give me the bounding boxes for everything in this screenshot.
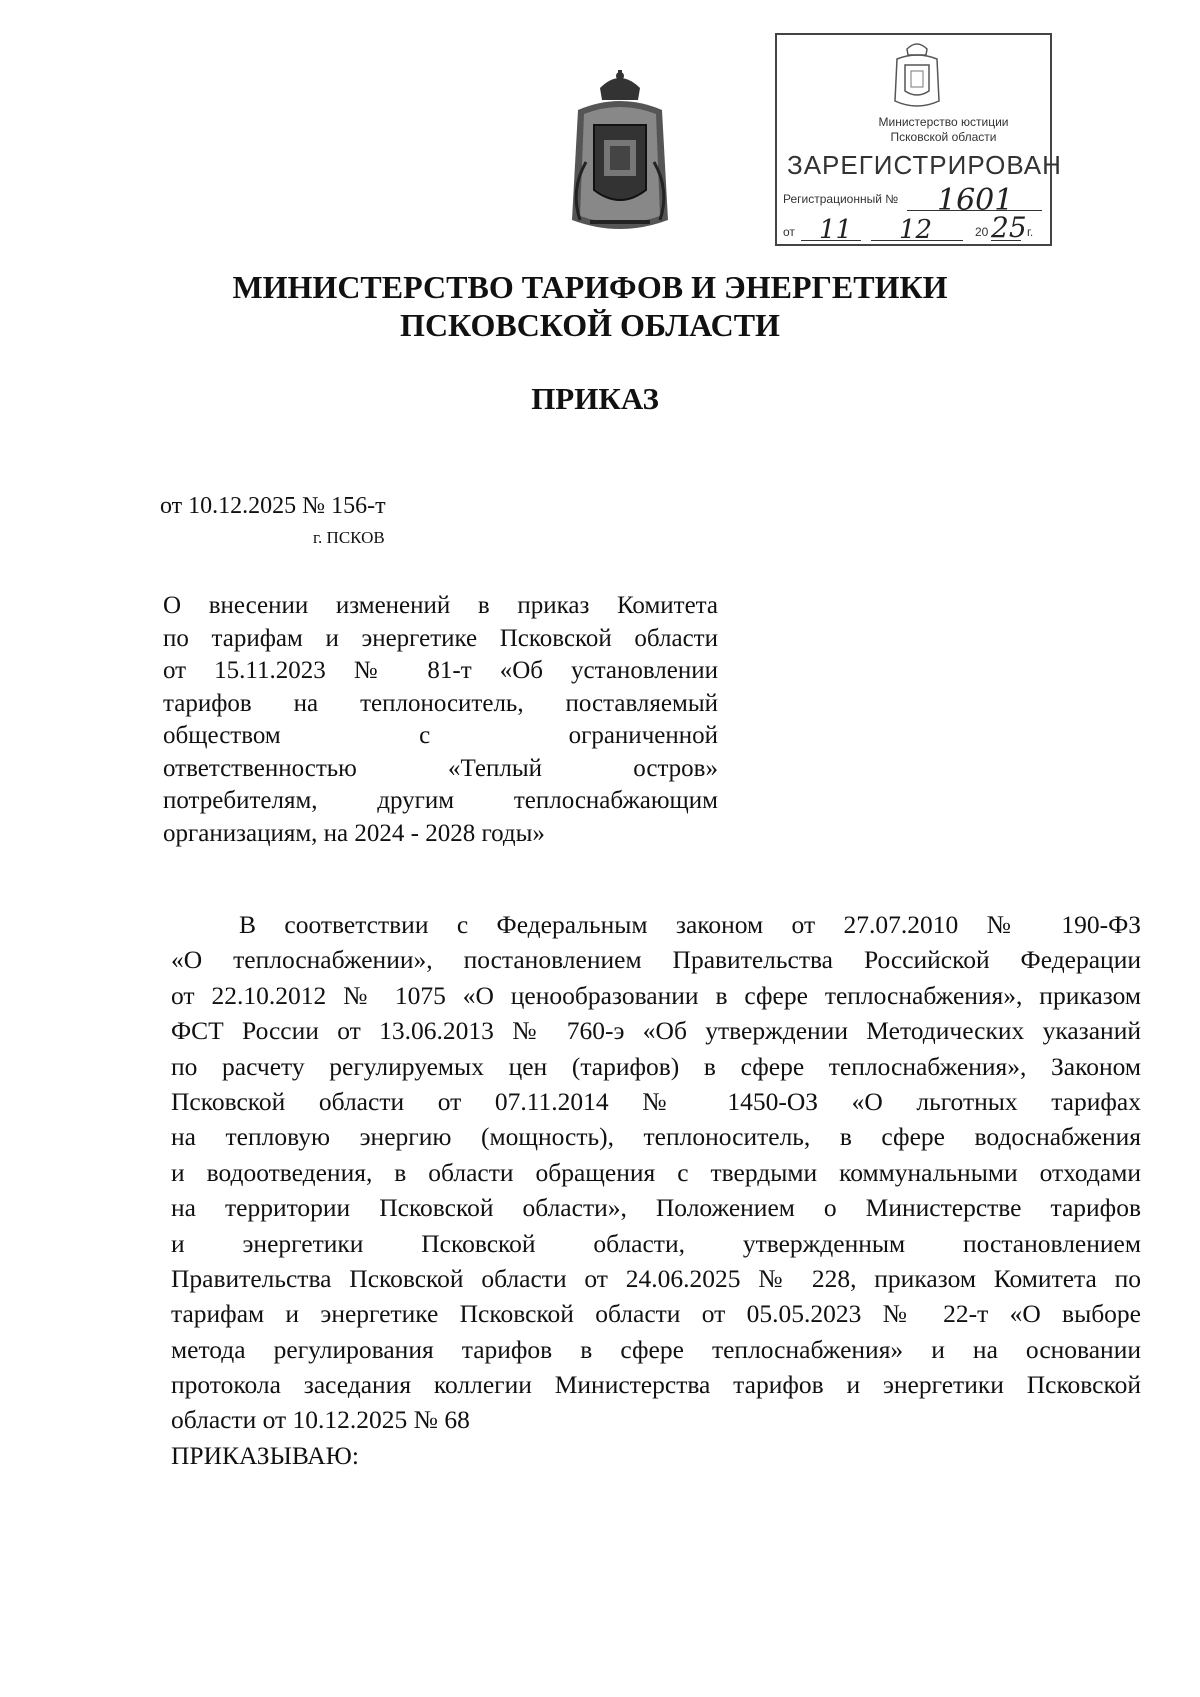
stamp-year-suffix: 25 xyxy=(991,211,1027,244)
registration-stamp xyxy=(775,33,1062,246)
city: г. ПСКОВ xyxy=(313,528,385,547)
subject-line: О внесении изменений в приказ Комитета xyxy=(163,592,718,619)
ministry-name-line2: ПСКОВСКОЙ ОБЛАСТИ xyxy=(400,307,780,343)
body-line: области от 10.12.2025 № 68 xyxy=(171,1405,470,1435)
body-line: В соответствии с Федеральным законом от 27.07.2010 № 190-ФЗ xyxy=(239,910,1141,939)
body-line: и водоотведения, в области обращения с твердыми коммунальными отходами xyxy=(171,1157,1141,1187)
body-line: от 22.10.2012 № 1075 «О ценообразовании в сфере теплоснабжения», приказом xyxy=(171,980,1141,1010)
stamp-emblem-icon xyxy=(889,39,945,111)
body-line: Правительства Псковской области от 24.06.2025 № 228, приказом Комитета по xyxy=(171,1263,1141,1293)
body-line: на тепловую энергию (мощность), теплоноситель, в сфере водоснабжения xyxy=(171,1122,1141,1152)
body-line: тарифам и энергетике Псковской области от 05.05.2023 № 22-т «О выборе xyxy=(171,1299,1141,1329)
body-line: ФСТ России от 13.06.2013 № 760-э «Об утверждении Методических указаний xyxy=(171,1016,1141,1046)
decree-word: ПРИКАЗЫВАЮ: xyxy=(171,1440,359,1470)
body-line: Псковской области от 07.11.2014 № 1450-ОЗ «О льготных тарифах xyxy=(171,1086,1141,1116)
document-type: ПРИКАЗ xyxy=(531,381,659,416)
coat-of-arms-icon xyxy=(560,70,680,240)
ministry-name-line1: МИНИСТЕРСТВО ТАРИФОВ И ЭНЕРГЕТИКИ xyxy=(232,269,948,305)
stamp-month: 12 xyxy=(899,215,933,245)
stamp-org-line1: Министерство юстиции xyxy=(878,115,1009,129)
subject-line: по тарифам и энергетике Псковской области xyxy=(163,624,718,652)
body-line: по расчету регулируемых цен (тарифов) в сфере теплоснабжения», Законом xyxy=(171,1051,1141,1081)
subject-line: организациям, на 2024 - 2028 годы» xyxy=(163,819,545,847)
order-date-number: от 10.12.2025 № 156-т xyxy=(160,493,386,519)
stamp-year-unit: г. xyxy=(1027,225,1034,239)
body-line: протокола заседания коллегии Министерства тарифов и энергетики Псковской xyxy=(171,1370,1141,1400)
order-subject xyxy=(163,590,718,850)
body-line: метода регулирования тарифов в сфере теплоснабжения» и на основании xyxy=(171,1334,1141,1364)
body-line: и энергетики Псковской области, утвержденным постановлением xyxy=(171,1228,1141,1258)
stamp-reg-number: 1601 xyxy=(937,183,1014,218)
stamp-date-prefix: от xyxy=(783,225,795,239)
stamp-status: ЗАРЕГИСТРИРОВАН xyxy=(787,150,1062,180)
stamp-day: 11 xyxy=(819,215,853,245)
stamp-org-line2: Псковской области xyxy=(890,130,997,144)
body-line: «О теплоснабжении», постановлением Правительства Российской Федерации xyxy=(171,945,1141,975)
subject-line: обществом с ограниченной xyxy=(163,722,718,749)
stamp-reg-label: Регистрационный № xyxy=(783,192,899,206)
subject-line: тарифов на теплоноситель, поставляемый xyxy=(163,689,718,717)
subject-line: от 15.11.2023 № 81-т «Об установлении xyxy=(163,657,718,684)
subject-line: потребителям, другим теплоснабжающим xyxy=(163,787,718,814)
stamp-year-prefix: 20 xyxy=(975,225,989,239)
body-line: на территории Псковской области», Положением о Министерстве тарифов xyxy=(171,1193,1141,1223)
subject-line: ответственностью «Теплый остров» xyxy=(163,754,718,782)
order-body xyxy=(171,907,1141,1473)
